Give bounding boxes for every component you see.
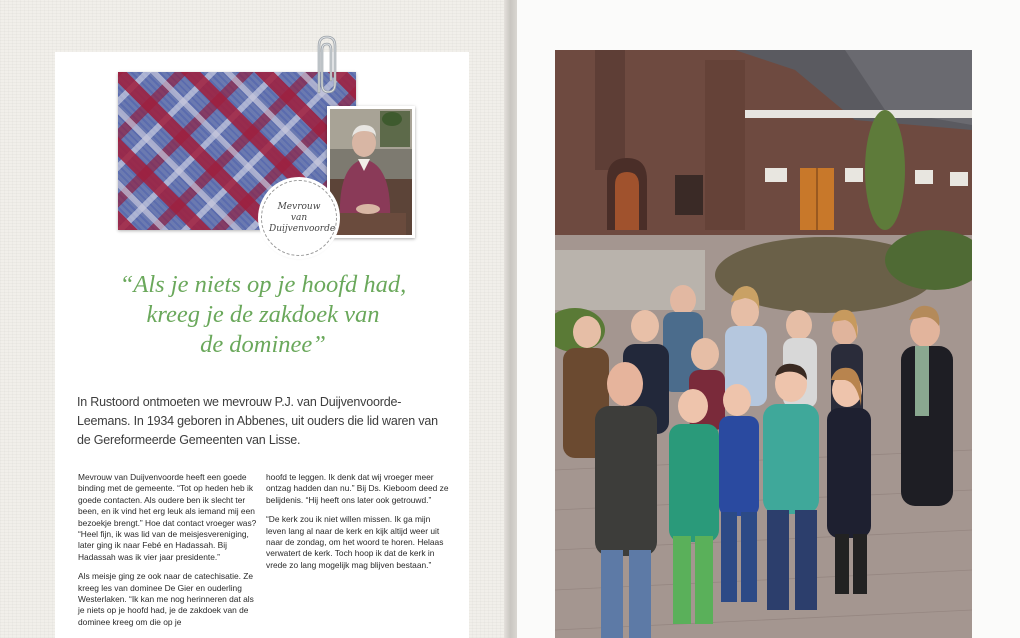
quote-line: “Als je niets op je hoofd had, [119, 271, 407, 298]
quote-line: de dominee” [200, 331, 326, 358]
article-paragraph: “De kerk zou ik niet willen missen. Ik ga mijn leven lang al naar de kerk en kijk altijd weer uit naar de zondag, om het woord te horen. Helaas verwatert de kerk. Toch hoop ik dat de kerk in vrede zo lang mogelijk mag blijven bestaan.” [266, 514, 444, 570]
article-paragraph: hoofd te leggen. Ik denk dat wij vroeger meer ontzag hadden dan nu.” Bij Ds. Kieboom deed ze belijdenis. “Hij heeft ons later ook getrouwd.” [266, 472, 449, 505]
badge-text: Mevrouw van Duijvenvoorde [269, 201, 336, 234]
intro-paragraph: In Rustoord ontmoeten we mevrouw P.J. van Duijvenvoorde-Leemans. In 1934 geboren in Abbenes, uit ouders die lid waren van de Gereformeerde Gemeenten van Lisse. [77, 395, 438, 447]
article-column-1 [78, 472, 260, 636]
article-column-2 [266, 472, 450, 579]
paperclip-icon [307, 34, 343, 106]
article-paragraph: Als meisje ging ze ook naar de catechisatie. Ze kreeg les van dominee De Gier en ouderling Westerlaken. “Ik kan me nog herinneren dat als je niets op je hoofd had, je de zakdoek van de dominee kreeg om die op je [78, 571, 254, 627]
family-group-photo [555, 50, 972, 638]
quote-line: kreeg je de zakdoek van [146, 301, 380, 328]
name-badge [261, 180, 337, 256]
pull-quote [72, 270, 454, 360]
elderly-woman-portrait [327, 106, 415, 238]
page-gutter [504, 0, 518, 638]
article-paragraph: Mevrouw van Duijvenvoorde heeft een goede binding met de gemeente. “Tot op heden heb ik goede contacten. Als oudere ben ik slecht ter been, en ik vind het erg leuk als iemand mij een bezoekje brengt.” Hoe dat contact vroeger was? “Heel fijn, ik was lid van de meisjesvereniging, later ging ik naar Febé en Hadassah. Bij Hadassah was ik vier jaar presidente.” [78, 472, 257, 562]
